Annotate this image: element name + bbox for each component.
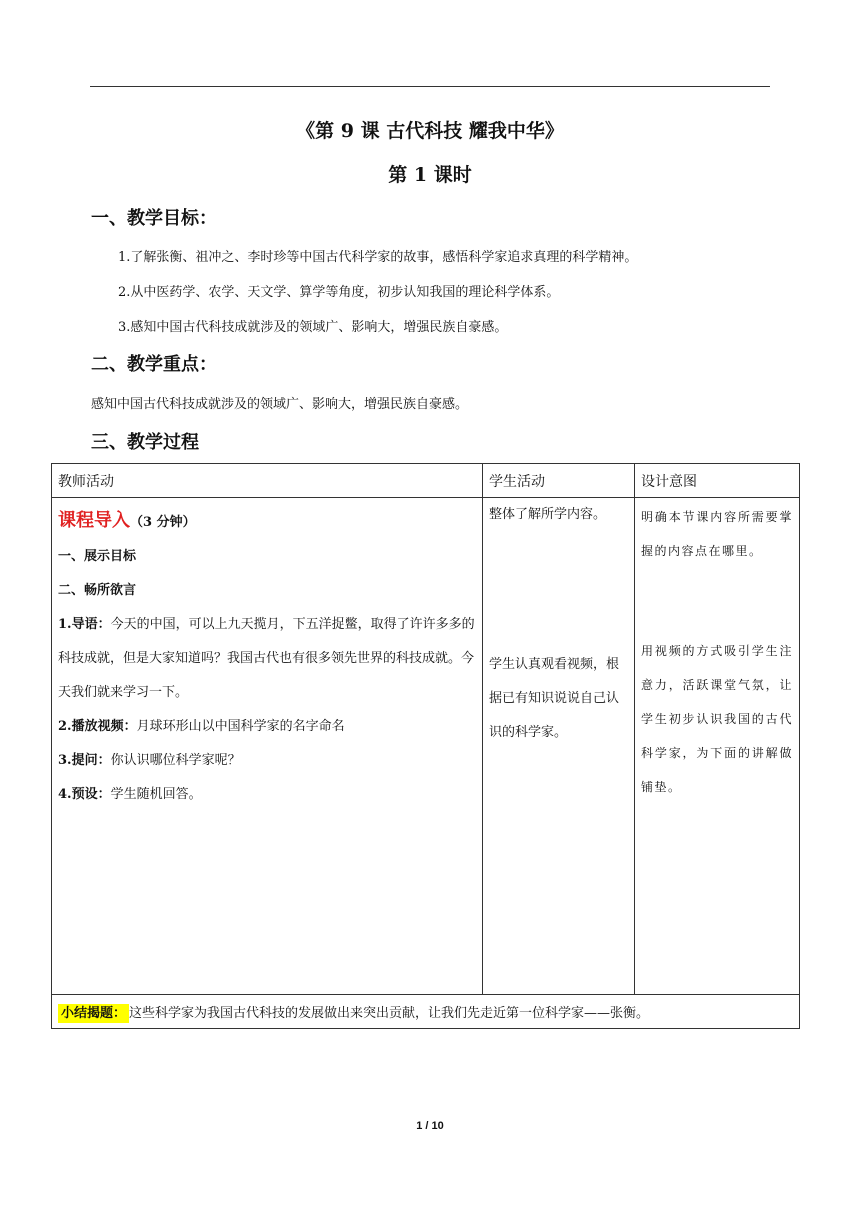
header-intent: 设计意图 [635,464,800,498]
key-heading: 二、教学重点： [91,354,217,375]
header-student: 学生活动 [483,464,635,498]
page-number: 1 / 10 [416,1120,444,1132]
table-row [52,498,800,995]
student-activity-cell [483,498,635,995]
intent-cell [635,498,800,995]
process-table [51,463,800,1029]
header-teacher: 教师活动 [52,464,483,498]
lesson-title: 《第 9 课 古代科技 耀我中华》 [296,120,564,142]
intro-duration: （3 分钟） [130,515,196,530]
video-line: 2.播放视频：月球环形山以中国科学家的名字命名 [58,719,345,734]
speak-freely: 二、畅所欲言 [58,583,137,598]
summary-row [52,995,800,1029]
intent-2: 用视频的方式吸引学生注意力，活跃课堂气氛，让学生初步认识我国的古代科学家，为下面的讲解做铺垫。 [641,644,793,794]
summary-cell [52,995,800,1029]
lesson-subtitle: 第 1 课时 [388,164,472,186]
goal-item: 1.了解张衡、祖冲之、李时珍等中国古代科学家的故事，感悟科学家追求真理的科学精神。 [118,250,638,265]
student-activity-1: 整体了解所学内容。 [489,507,607,522]
preset-line: 4.预设：学生随机回答。 [58,787,202,802]
summary-label: 小结揭题： [58,1004,129,1023]
table-header-row [52,464,800,498]
student-activity-2: 学生认真观看视频，根据已有知识说说自己认识的科学家。 [489,657,620,740]
goal-item: 3.感知中国古代科技成就涉及的领域广、影响大，增强民族自豪感。 [118,320,508,335]
ask-line: 3.提问：你认识哪位科学家呢？ [58,753,241,768]
teacher-activity-cell [52,498,483,995]
intent-1: 明确本节课内容所需要掌握的内容点在哪里。 [641,510,793,558]
summary-text: 这些科学家为我国古代科技的发展做出来突出贡献，让我们先走近第一位科学家——张衡。 [129,1006,650,1021]
header-rule [90,86,770,87]
show-goals: 一、展示目标 [58,549,137,564]
goal-item: 2.从中医药学、农学、天文学、算学等角度，初步认知我国的理论科学体系。 [118,285,560,300]
lead-paragraph: 1.导语：今天的中国，可以上九天揽月，下五洋捉鳖，取得了许许多多的科技成就，但是大家知道吗？我国古代也有很多领先世界的科技成就。今天我们就来学习一下。 [58,617,475,700]
goals-heading: 一、教学目标： [91,208,217,229]
intro-title: 课程导入 [58,510,130,531]
process-heading: 三、教学过程 [91,432,199,453]
key-text: 感知中国古代科技成就涉及的领域广、影响大，增强民族自豪感。 [91,397,469,412]
